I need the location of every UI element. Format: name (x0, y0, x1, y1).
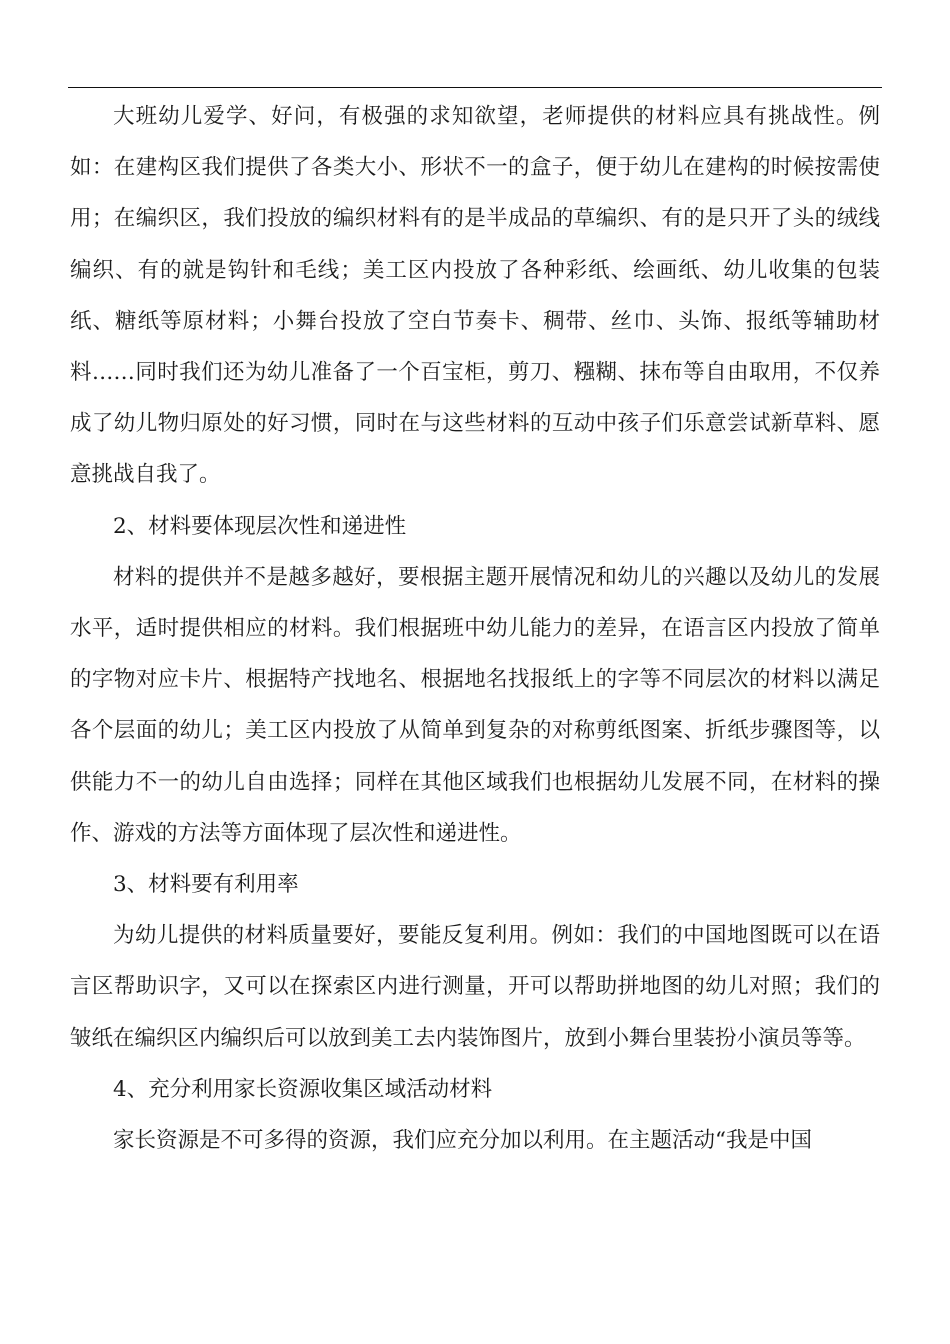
paragraph-parent-resources: 家长资源是不可多得的资源，我们应充分加以利用。在主题活动“我是中国 (113, 1128, 812, 1154)
document-body (70, 91, 880, 1166)
paragraph-challenge-materials: 大班幼儿爱学、好问，有极强的求知欲望，老师提供的材料应具有挑战性。例如：在建构区我们提供了各类大小、形状不一的盒子，便于幼儿在建构的时候按需使用；在编织区，我们投放的编织材料有的是半成品的草编织、有的是只开了头的绒线编织、有的就是钩针和毛线；美工区内投放了各种彩纸、绘画纸、幼儿收集的包装纸、糖纸等原材料；小舞台投放了空白节奏卡、稠带、丝巾、头饰、报纸等辅助材料……同时我们还为幼儿准备了一个百宝柜，剪刀、糨糊、抹布等自由取用，不仅养成了幼儿物归原处的好习惯，同时在与这些材料的互动中孩子们乐意尝试新草料、愿意挑战自我了。 (70, 104, 880, 488)
paragraph-layered-materials: 材料的提供并不是越多越好，要根据主题开展情况和幼儿的兴趣以及幼儿的发展水平，适时提供相应的材料。我们根据班中幼儿能力的差异，在语言区内投放了简单的字物对应卡片、根据特产找地名、根据地名找报纸上的字等不同层次的材料以满足各个层面的幼儿；美工区内投放了从简单到复杂的对称剪纸图案、折纸步骤图等，以供能力不一的幼儿自由选择；同样在其他区域我们也根据幼儿发展不同，在材料的操作、游戏的方法等方面体现了层次性和递进性。 (70, 564, 880, 846)
section-heading-2: 2、材料要体现层次性和递进性 (113, 513, 407, 539)
paragraph-material-reuse: 为幼儿提供的材料质量要好，要能反复利用。例如：我们的中国地图既可以在语言区帮助识字，又可以在探索区内进行测量，开可以帮助拼地图的幼儿对照；我们的皱纸在编织区内编织后可以放到美工去内装饰图片，放到小舞台里装扮小演员等等。 (70, 923, 880, 1051)
section-heading-3: 3、材料要有利用率 (113, 872, 299, 898)
header-rule (68, 87, 882, 88)
section-heading-4: 4、充分利用家长资源收集区域活动材料 (113, 1076, 493, 1102)
